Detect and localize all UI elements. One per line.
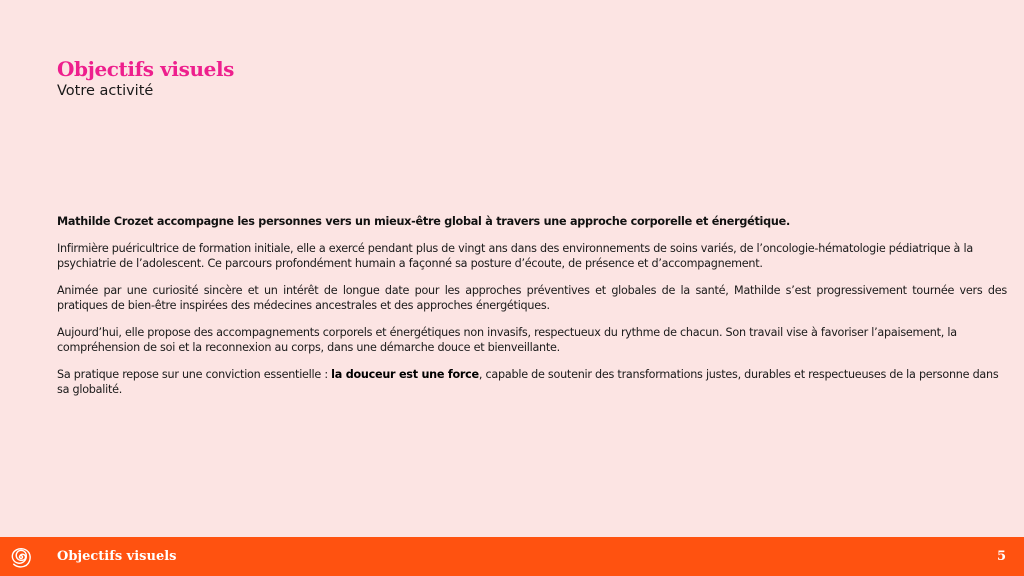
footer-bar	[0, 537, 1024, 576]
slide-title: Objectifs visuels	[57, 57, 235, 81]
slide-subtitle: Votre activité	[57, 83, 154, 99]
paragraph-curiosity: Animée par une curiosité sincère et un intérêt de longue date pour les approches préventives et globales de la santé, Mathilde s’est progressivement tournée vers des pratiques de bien-être inspirées des médecines ancestrales et des approches énergétiques.	[57, 284, 1007, 312]
conviction-intro: Sa pratique repose sur une conviction essentielle :	[57, 368, 332, 381]
lead-paragraph: Mathilde Crozet accompagne les personnes vers un mieux-être global à travers une approche corporelle et énergétique.	[57, 215, 790, 228]
slide-header	[57, 56, 234, 100]
paragraph-background: Infirmière puéricultrice de formation initiale, elle a exercé pendant plus de vingt ans dans des environnements de soins variés, de l’oncologie-hématologie pédiatrique à la psychiatrie de l’adolescent. Ce parcours profondément humain a façonné sa posture d’écoute, de présence et d’accompagnement.	[57, 242, 973, 270]
spiral-logo-icon	[8, 544, 34, 570]
conviction-outro: , capable de soutenir des transformations justes, durables et respectueuses de la personne dans sa globalité.	[57, 368, 999, 396]
conviction-emphasis: la douceur est une force	[331, 368, 479, 381]
paragraph-conviction	[57, 367, 1007, 397]
footer-title: Objectifs visuels	[57, 549, 177, 564]
paragraph-today: Aujourd’hui, elle propose des accompagnements corporels et énergétiques non invasifs, respectueux du rythme de chacun. Son travail vise à favoriser l’apaisement, la compréhension de soi et la reconnexion au corps, dans une démarche douce et bienveillante.	[57, 326, 957, 354]
body-text	[57, 214, 1007, 409]
page-number: 5	[996, 549, 1006, 564]
